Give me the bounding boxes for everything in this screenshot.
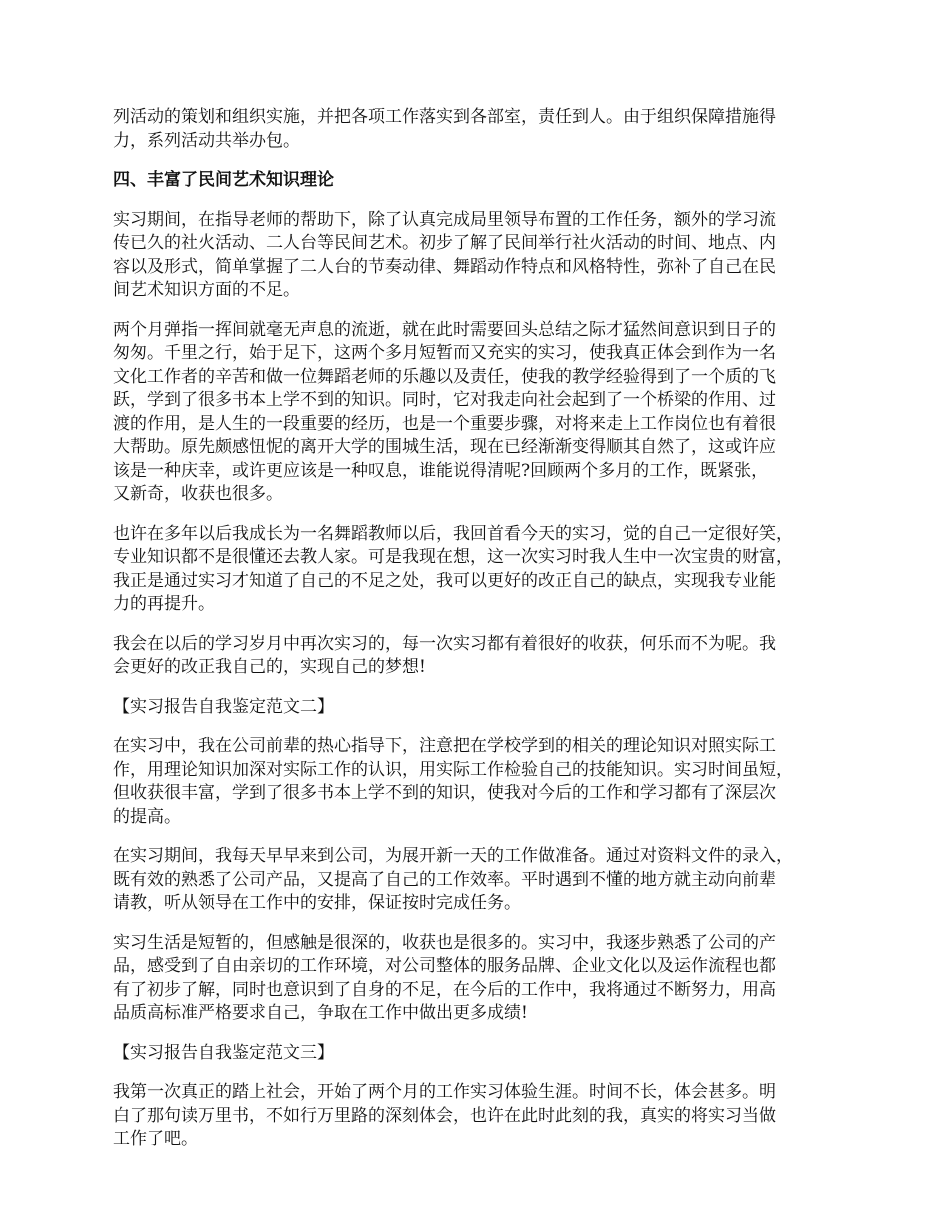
paragraph-5: 我会在以后的学习岁月中再次实习的，每一次实习都有着很好的收获，何乐而不为呢。我 会更好的改正我自己的，实现自己的梦想! xyxy=(113,633,776,677)
example-title-2: 【实习报告自我鉴定范文二】 xyxy=(113,696,334,717)
paragraph-6: 在实习中，我在公司前辈的热心指导下，注意把在学校学到的相关的理论知识对照实际工 作，用理论知识加深对实际工作的认识，用实际工作检验自己的技能知识。实习时间虽短， 但收获很丰富，学到了很多书本上学不到的知识，使我对今后的工作和学习都有了深层次 的提高。 xyxy=(113,736,793,827)
document-body xyxy=(113,106,841,1168)
paragraph-3: 两个月弹指一挥间就毫无声息的流逝，就在此时需要回头总结之际才猛然间意识到日子的 匆匆。千里之行，始于足下，这两个多月短暂而又充实的实习，使我真正体会到作为一名 文化工作者的辛苦和做一位舞蹈老师的乐趣以及责任，使我的教学经验得到了一个质的飞 跃，学到了很多书本上学不到的知识。同时，它对我走向社会起到了一个桥梁的作用、过 渡的作用，是人生的一段重要的经历，也是一个重要步骤，对将来走上工作岗位也有着很 大帮助。原先颇感忸怩的离开大学的围城生活，现在已经渐渐变得顺其自然了，这或许应 该是一种庆幸，或许更应该是一种叹息，谁能说得清呢?回顾两个多月的工作，既紧张， 又新奇，收获也很多。 xyxy=(113,319,776,504)
example-title-3: 【实习报告自我鉴定范文三】 xyxy=(113,1042,334,1063)
paragraph-2: 实习期间，在指导老师的帮助下，除了认真完成局里领导布置的工作任务，额外的学习流 传已久的社火活动、二人台等民间艺术。初步了解了民间举行社火活动的时间、地点、内 容以及形式，简单掌握了二人台的节奏动律、舞蹈动作特点和风格特性，弥补了自己在民 间艺术知识方面的不足。 xyxy=(113,209,776,300)
paragraph-7: 在实习期间，我每天早早来到公司，为展开新一天的工作做准备。通过对资料文件的录入， 既有效的熟悉了公司产品，又提高了自己的工作效率。平时遇到不懂的地方就主动向前辈 请教，听从领导在工作中的安排，保证按时完成任务。 xyxy=(113,846,793,913)
paragraph-1: 列活动的策划和组织实施，并把各项工作落实到各部室，责任到人。由于组织保障措施得 力，系列活动共举办包。 xyxy=(113,107,776,151)
paragraph-9: 我第一次真正的踏上社会，开始了两个月的工作实习体验生涯。时间不长，体会甚多。明 白了那句读万里书，不如行万里路的深刻体会，也许在此时此刻的我，真实的将实习当做 工作了吧。 xyxy=(113,1082,776,1149)
paragraph-8: 实习生活是短暂的，但感触是很深的，收获也是很多的。实习中，我逐步熟悉了公司的产 品，感受到了自由亲切的工作环境，对公司整体的服务品牌、企业文化以及运作流程也都 有了初步了解，同时也意识到了自身的不足，在今后的工作中，我将通过不断努力，用高 品质高标准严格要求自己，争取在工作中做出更多成绩! xyxy=(113,932,776,1023)
paragraph-4: 也许在多年以后我成长为一名舞蹈教师以后，我回首看今天的实习，觉的自己一定很好笑， 专业知识都不是很懂还去教人家。可是我现在想，这一次实习时我人生中一次宝贵的财富， 我正是通过实习才知道了自己的不足之处，我可以更好的改正自己的缺点，实现我专业能 力的再提升。 xyxy=(113,523,793,614)
section-heading-4: 四、丰富了民间艺术知识理论 xyxy=(113,170,334,190)
